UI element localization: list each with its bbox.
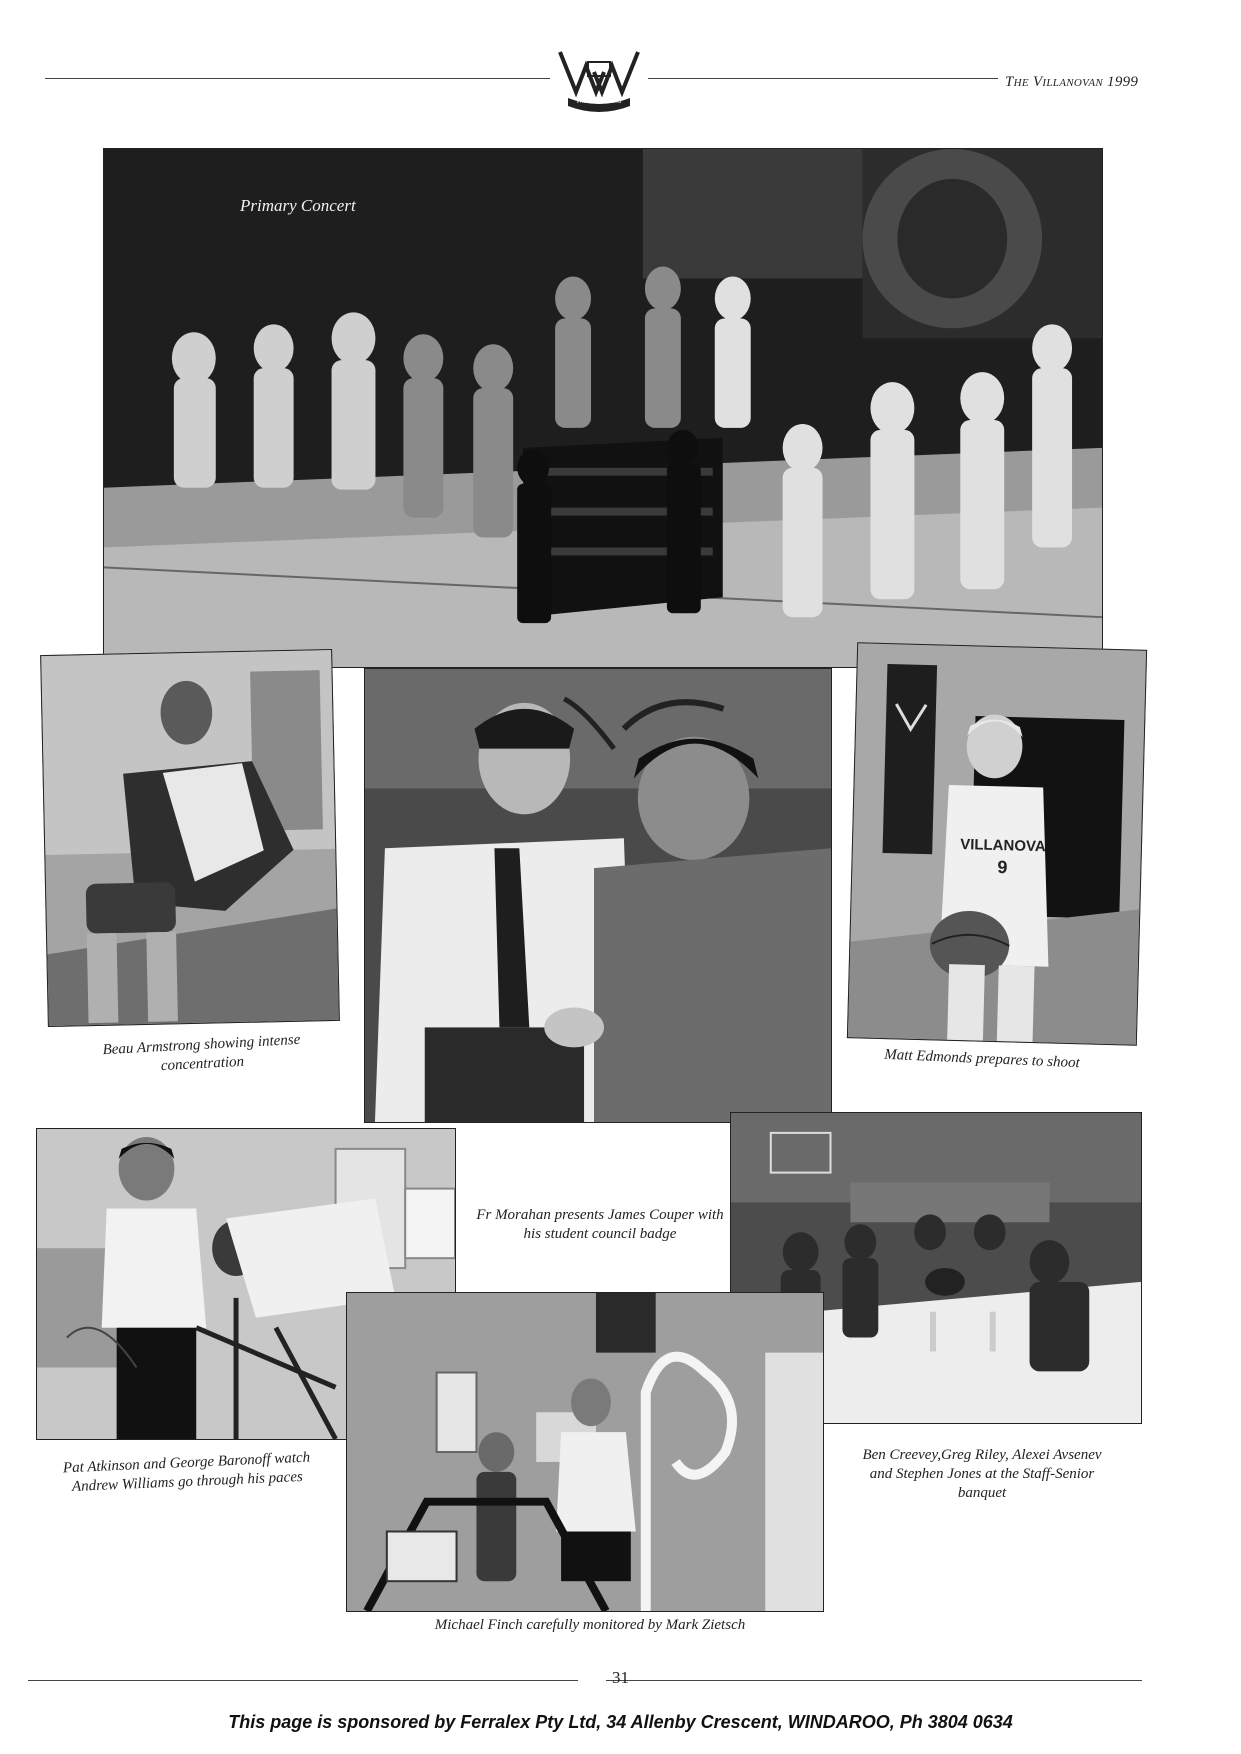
school-crest-logo <box>556 48 642 114</box>
primary-concert-photo <box>103 148 1103 668</box>
matt-edmonds-caption: Matt Edmonds prepares to shoot <box>883 1046 1081 1072</box>
header-rule-right <box>648 78 998 79</box>
fr-morahan-photo <box>364 668 832 1123</box>
matt-edmonds-photo <box>847 642 1147 1045</box>
beau-armstrong-photo <box>40 649 340 1027</box>
header-rule-left <box>45 78 550 79</box>
logo-motto: VINCIT VERITAS <box>576 99 622 105</box>
primary-concert-title: Primary Concert <box>240 196 356 215</box>
jersey-number: 9 <box>997 857 1008 878</box>
banquet-caption: Ben Creevey,Greg Riley, Alexei Avsenev and Stephen Jones at the Staff-Senior banquet <box>862 1447 1102 1501</box>
page-number: 31 <box>612 1668 629 1687</box>
beau-armstrong-caption: Beau Armstrong showing intense concentration <box>102 1031 301 1075</box>
fr-morahan-caption: Fr Morahan presents James Couper with his student council badge <box>476 1207 724 1242</box>
jersey-text: VILLANOVA <box>959 836 1046 856</box>
sponsor-line: This page is sponsored by Ferralex Pty Ltd, 34 Allenby Crescent, WINDAROO, Ph 3804 0634 <box>228 1712 1013 1732</box>
michael-finch-caption: Michael Finch carefully monitored by Mark Zietsch <box>434 1617 746 1633</box>
publication-title: The Villanovan 1999 <box>1005 74 1139 90</box>
pat-atkinson-caption: Pat Atkinson and George Baronoff watch Andrew Williams go through his paces <box>62 1449 311 1496</box>
michael-finch-photo <box>346 1292 824 1612</box>
